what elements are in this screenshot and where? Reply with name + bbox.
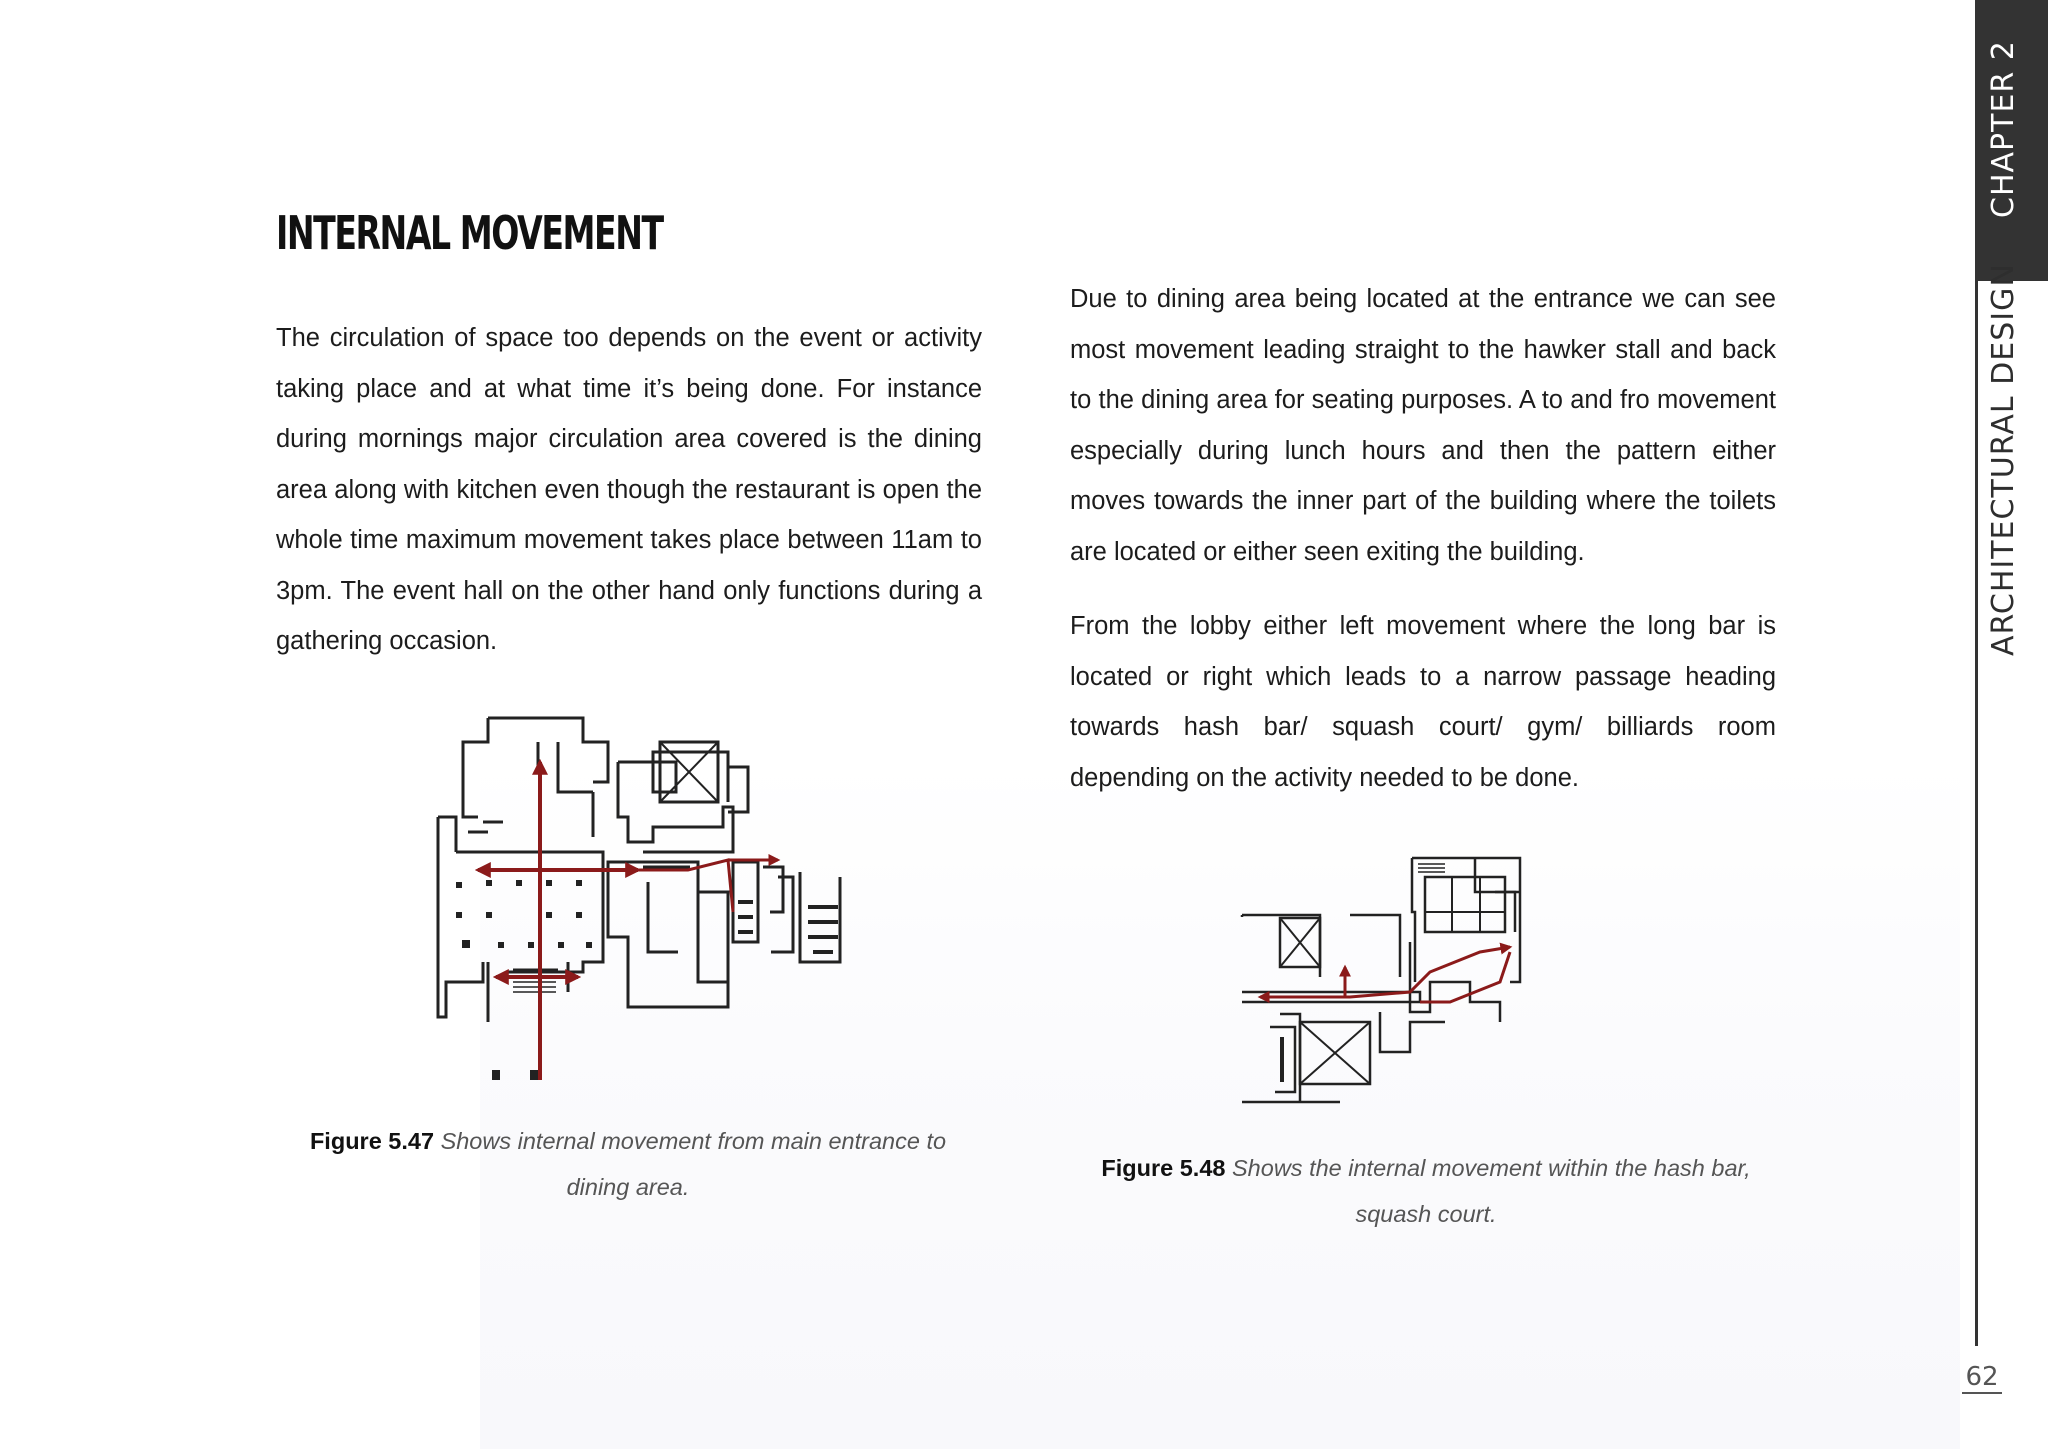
section-label: ARCHITECTURAL DESIGN (1986, 263, 2021, 656)
figure-label: Figure 5.47 (309, 1128, 435, 1154)
right-paragraph-2: From the lobby either left movement where the long bar is located or right which leads to a narrow passage heading towards hash bar/ squash court/ gym/ billiards room depending on the activity needed to be done. (1070, 612, 1776, 792)
figure-caption-text: Shows the internal movement within the hash bar, squash court. (1232, 1155, 1751, 1227)
sidebar-rule (1975, 281, 1978, 1346)
figure-caption-5-47 (286, 1118, 970, 1210)
figure-caption-5-48 (1076, 1145, 1776, 1237)
left-paragraph: The circulation of space too depends on the event or activity taking place and at what time it’s being done. For instance during mornings major circulation area covered is the dining area along with kitchen even though the restaurant is open the whole time maximum movement takes place between 11am to 3pm. The event hall on the other hand only functions during a gathering occasion. (276, 324, 982, 655)
section-heading: INTERNAL MOVEMENT (276, 206, 663, 260)
figure-label: Figure 5.48 (1101, 1155, 1226, 1181)
floor-plan-main-entrance (428, 712, 842, 1087)
chapter-label: CHAPTER 2 (1986, 40, 2021, 218)
figure-caption-text: Shows internal movement from main entrance to dining area. (440, 1128, 947, 1200)
floor-plan-hash-bar (1240, 852, 1576, 1104)
right-paragraph-1: Due to dining area being located at the entrance we can see most movement leading straight to the hawker stall and back to the dining area for seating purposes. A to and fro movement especially during lunch hours and then the pattern either moves towards the inner part of the building where the toilets are located or either seen exiting the building. (1070, 285, 1776, 566)
page-number: 62 (1962, 1362, 2002, 1394)
